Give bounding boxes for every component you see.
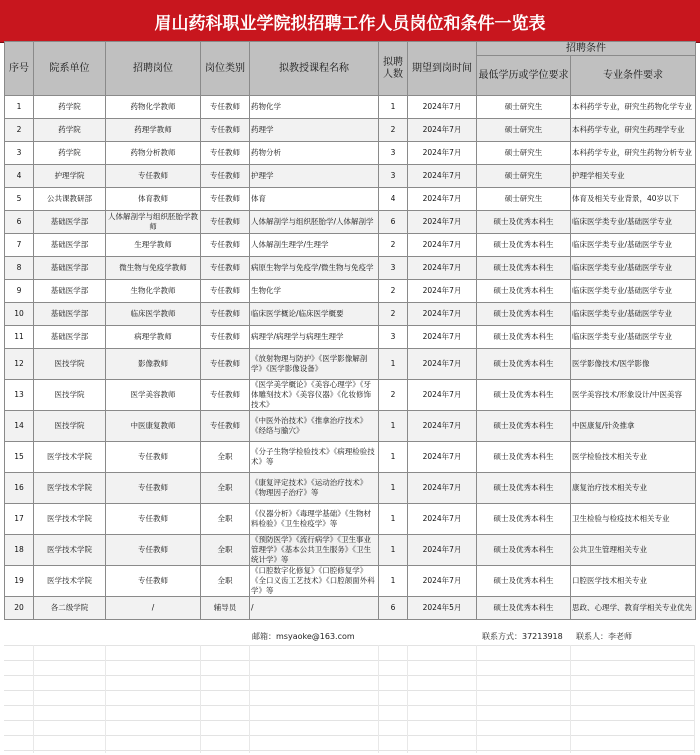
dept-cell: 医学技术学院 (34, 504, 106, 535)
date-cell: 2024年7月 (408, 504, 477, 535)
count-cell: 1 (379, 535, 408, 566)
courses-cell: 生物化学 (250, 280, 379, 303)
date-cell: 2024年7月 (408, 535, 477, 566)
courses-cell: 《口腔数字化修复》《口腔修复学》《全口义齿工艺技术》《口腔颌面外科学》等 (250, 566, 379, 597)
degree-cell: 硕士及优秀本科生 (477, 303, 571, 326)
table-row (5, 96, 696, 119)
table-row (5, 280, 696, 303)
major-cell: 康复治疗技术相关专业 (571, 473, 696, 504)
table-row (5, 411, 696, 442)
empty-column-line (476, 645, 477, 753)
dept-cell: 医技学院 (34, 380, 106, 411)
type-cell: 专任教师 (201, 380, 250, 411)
dept-cell: 基础医学部 (34, 326, 106, 349)
table-row (5, 165, 696, 188)
major-cell: 思政、心理学、教育学相关专业优先 (571, 597, 696, 620)
type-cell: 辅导员 (201, 597, 250, 620)
degree-cell: 硕士及优秀本科生 (477, 280, 571, 303)
dept-cell: 药学院 (34, 96, 106, 119)
page-title: 眉山药科职业学院拟招聘工作人员岗位和条件一览表 (0, 0, 700, 43)
degree-cell: 硕士及优秀本科生 (477, 535, 571, 566)
position-cell: 临床医学教师 (106, 303, 201, 326)
header-dept: 院系单位 (34, 42, 106, 96)
table-row (5, 257, 696, 280)
count-cell: 2 (379, 119, 408, 142)
empty-column-line (694, 645, 695, 753)
date-cell: 2024年7月 (408, 349, 477, 380)
table-row (5, 473, 696, 504)
seq-cell: 16 (5, 473, 34, 504)
count-cell: 3 (379, 257, 408, 280)
type-cell: 专任教师 (201, 303, 250, 326)
empty-column-line (105, 645, 106, 753)
courses-cell: 药物分析 (250, 142, 379, 165)
degree-cell: 硕士及优秀本科生 (477, 597, 571, 620)
type-cell: 全职 (201, 535, 250, 566)
courses-cell: 《中医外治技术》《推拿治疗技术》《经络与腧穴》 (250, 411, 379, 442)
contact-email: 邮箱：msyaoke@163.com (252, 632, 355, 641)
courses-cell: 病原生物学与免疫学/微生物与免疫学 (250, 257, 379, 280)
table-row (5, 326, 696, 349)
degree-cell: 硕士及优秀本科生 (477, 326, 571, 349)
seq-cell: 13 (5, 380, 34, 411)
position-cell: 专任教师 (106, 504, 201, 535)
date-cell: 2024年7月 (408, 442, 477, 473)
seq-cell: 11 (5, 326, 34, 349)
empty-column-line (249, 645, 250, 753)
courses-cell: 《康复评定技术》《运动治疗技术》《物理因子治疗》等 (250, 473, 379, 504)
seq-cell: 19 (5, 566, 34, 597)
position-cell: 专任教师 (106, 165, 201, 188)
empty-sheet-area (4, 645, 695, 753)
degree-cell: 硕士及优秀本科生 (477, 442, 571, 473)
position-cell: 生理学教师 (106, 234, 201, 257)
date-cell: 2024年7月 (408, 380, 477, 411)
date-cell: 2024年7月 (408, 303, 477, 326)
type-cell: 专任教师 (201, 211, 250, 234)
dept-cell: 医技学院 (34, 411, 106, 442)
dept-cell: 基础医学部 (34, 303, 106, 326)
dept-cell: 基础医学部 (34, 211, 106, 234)
type-cell: 专任教师 (201, 326, 250, 349)
position-cell: 体育教师 (106, 188, 201, 211)
position-cell: 专任教师 (106, 566, 201, 597)
date-cell: 2024年7月 (408, 566, 477, 597)
major-cell: 护理学相关专业 (571, 165, 696, 188)
header-seq: 序号 (5, 42, 34, 96)
table-row (5, 535, 696, 566)
dept-cell: 医学技术学院 (34, 566, 106, 597)
courses-cell: 临床医学概论/临床医学概要 (250, 303, 379, 326)
seq-cell: 14 (5, 411, 34, 442)
type-cell: 全职 (201, 504, 250, 535)
major-cell: 临床医学类专业/基础医学专业 (571, 326, 696, 349)
major-cell: 本科药学专业，研究生药理学专业 (571, 119, 696, 142)
type-cell: 专任教师 (201, 188, 250, 211)
seq-cell: 9 (5, 280, 34, 303)
seq-cell: 4 (5, 165, 34, 188)
count-cell: 6 (379, 597, 408, 620)
count-cell: 4 (379, 188, 408, 211)
date-cell: 2024年7月 (408, 165, 477, 188)
type-cell: 全职 (201, 566, 250, 597)
major-cell: 体育及相关专业背景，40岁以下 (571, 188, 696, 211)
empty-column-line (407, 645, 408, 753)
major-cell: 临床医学类专业/基础医学专业 (571, 257, 696, 280)
seq-cell: 10 (5, 303, 34, 326)
dept-cell: 护理学院 (34, 165, 106, 188)
courses-cell: 人体解剖生理学/生理学 (250, 234, 379, 257)
header-position: 招聘岗位 (106, 42, 201, 96)
count-cell: 3 (379, 326, 408, 349)
count-cell: 1 (379, 473, 408, 504)
degree-cell: 硕士研究生 (477, 188, 571, 211)
degree-cell: 硕士及优秀本科生 (477, 473, 571, 504)
major-cell: 临床医学类专业/基础医学专业 (571, 303, 696, 326)
table-row (5, 349, 696, 380)
table-row (5, 142, 696, 165)
date-cell: 2024年7月 (408, 280, 477, 303)
date-cell: 2024年7月 (408, 142, 477, 165)
degree-cell: 硕士及优秀本科生 (477, 411, 571, 442)
degree-cell: 硕士研究生 (477, 165, 571, 188)
major-cell: 临床医学类专业/基础医学专业 (571, 211, 696, 234)
dept-cell: 基础医学部 (34, 257, 106, 280)
courses-cell: 《放射物理与防护》《医学影像解剖学》《医学影像设备》 (250, 349, 379, 380)
degree-cell: 硕士研究生 (477, 119, 571, 142)
position-cell: 生物化学教师 (106, 280, 201, 303)
header-degree: 最低学历或学位要求 (477, 56, 571, 96)
count-cell: 1 (379, 411, 408, 442)
degree-cell: 硕士及优秀本科生 (477, 380, 571, 411)
dept-cell: 基础医学部 (34, 234, 106, 257)
type-cell: 专任教师 (201, 165, 250, 188)
courses-cell: 《医学美学概论》《美容心理学》《牙体雕刻技术》《美容仪器》《化妆修饰技术》 (250, 380, 379, 411)
seq-cell: 20 (5, 597, 34, 620)
empty-column-line (378, 645, 379, 753)
dept-cell: 公共课教研部 (34, 188, 106, 211)
degree-cell: 硕士及优秀本科生 (477, 566, 571, 597)
empty-column-line (570, 645, 571, 753)
date-cell: 2024年7月 (408, 411, 477, 442)
dept-cell: 基础医学部 (34, 280, 106, 303)
courses-cell: 药理学 (250, 119, 379, 142)
table-row (5, 303, 696, 326)
count-cell: 1 (379, 504, 408, 535)
seq-cell: 8 (5, 257, 34, 280)
seq-cell: 7 (5, 234, 34, 257)
type-cell: 专任教师 (201, 411, 250, 442)
header-major: 专业条件要求 (571, 56, 696, 96)
major-cell: 医学影像技术/医学影像 (571, 349, 696, 380)
position-cell: / (106, 597, 201, 620)
courses-cell: 病理学/病理学与病理生理学 (250, 326, 379, 349)
recruitment-table (4, 41, 696, 620)
count-cell: 2 (379, 234, 408, 257)
type-cell: 专任教师 (201, 96, 250, 119)
courses-cell: 药物化学 (250, 96, 379, 119)
major-cell: 中医康复/针灸推拿 (571, 411, 696, 442)
courses-cell: 人体解剖学与组织胚胎学/人体解剖学 (250, 211, 379, 234)
type-cell: 专任教师 (201, 349, 250, 380)
count-cell: 2 (379, 303, 408, 326)
date-cell: 2024年5月 (408, 597, 477, 620)
position-cell: 药理学教师 (106, 119, 201, 142)
count-cell: 2 (379, 380, 408, 411)
degree-cell: 硕士及优秀本科生 (477, 211, 571, 234)
empty-column-line (33, 645, 34, 753)
seq-cell: 12 (5, 349, 34, 380)
contact-person: 联系人：李老师 (576, 632, 632, 641)
dept-cell: 药学院 (34, 142, 106, 165)
courses-cell: 护理学 (250, 165, 379, 188)
count-cell: 3 (379, 165, 408, 188)
date-cell: 2024年7月 (408, 119, 477, 142)
courses-cell: 体育 (250, 188, 379, 211)
major-cell: 公共卫生管理相关专业 (571, 535, 696, 566)
header-courses: 拟教授课程名称 (250, 42, 379, 96)
table-row (5, 119, 696, 142)
seq-cell: 5 (5, 188, 34, 211)
header-conditions: 招聘条件 (477, 42, 696, 56)
position-cell: 医学美容教师 (106, 380, 201, 411)
position-cell: 药物分析教师 (106, 142, 201, 165)
major-cell: 医学检验技术相关专业 (571, 442, 696, 473)
seq-cell: 15 (5, 442, 34, 473)
dept-cell: 医技学院 (34, 349, 106, 380)
empty-column-line (200, 645, 201, 753)
date-cell: 2024年7月 (408, 234, 477, 257)
table-row (5, 442, 696, 473)
date-cell: 2024年7月 (408, 257, 477, 280)
major-cell: 本科药学专业，研究生药物化学专业 (571, 96, 696, 119)
date-cell: 2024年7月 (408, 96, 477, 119)
header-date: 期望到岗时间 (408, 42, 477, 96)
seq-cell: 18 (5, 535, 34, 566)
seq-cell: 2 (5, 119, 34, 142)
table-row (5, 597, 696, 620)
courses-cell: 《仪器分析》《毒理学基础》《生物材料检验》《卫生检疫学》等 (250, 504, 379, 535)
major-cell: 临床医学类专业/基础医学专业 (571, 234, 696, 257)
contact-phone: 联系方式：37213918 (482, 632, 563, 641)
position-cell: 专任教师 (106, 535, 201, 566)
table-row (5, 504, 696, 535)
header-type: 岗位类别 (201, 42, 250, 96)
count-cell: 2 (379, 280, 408, 303)
count-cell: 6 (379, 211, 408, 234)
dept-cell: 医学技术学院 (34, 535, 106, 566)
table-row (5, 566, 696, 597)
type-cell: 全职 (201, 473, 250, 504)
count-cell: 1 (379, 442, 408, 473)
position-cell: 人体解剖学与组织胚胎学教师 (106, 211, 201, 234)
degree-cell: 硕士及优秀本科生 (477, 257, 571, 280)
position-cell: 病理学教师 (106, 326, 201, 349)
position-cell: 微生物与免疫学教师 (106, 257, 201, 280)
table-row (5, 234, 696, 257)
date-cell: 2024年7月 (408, 326, 477, 349)
header-count: 拟聘人数 (379, 42, 408, 96)
position-cell: 影像教师 (106, 349, 201, 380)
degree-cell: 硕士及优秀本科生 (477, 504, 571, 535)
date-cell: 2024年7月 (408, 211, 477, 234)
major-cell: 临床医学类专业/基础医学专业 (571, 280, 696, 303)
dept-cell: 药学院 (34, 119, 106, 142)
type-cell: 全职 (201, 442, 250, 473)
table-row (5, 211, 696, 234)
position-cell: 中医康复教师 (106, 411, 201, 442)
degree-cell: 硕士研究生 (477, 142, 571, 165)
table-row (5, 188, 696, 211)
dept-cell: 医学技术学院 (34, 442, 106, 473)
table-row (5, 380, 696, 411)
type-cell: 专任教师 (201, 257, 250, 280)
type-cell: 专任教师 (201, 280, 250, 303)
contact-footer (4, 630, 695, 644)
count-cell: 1 (379, 566, 408, 597)
seq-cell: 1 (5, 96, 34, 119)
dept-cell: 医学技术学院 (34, 473, 106, 504)
major-cell: 口腔医学技术相关专业 (571, 566, 696, 597)
date-cell: 2024年7月 (408, 473, 477, 504)
dept-cell: 各二级学院 (34, 597, 106, 620)
date-cell: 2024年7月 (408, 188, 477, 211)
type-cell: 专任教师 (201, 119, 250, 142)
degree-cell: 硕士研究生 (477, 96, 571, 119)
seq-cell: 3 (5, 142, 34, 165)
degree-cell: 硕士及优秀本科生 (477, 234, 571, 257)
seq-cell: 6 (5, 211, 34, 234)
degree-cell: 硕士及优秀本科生 (477, 349, 571, 380)
major-cell: 卫生检验与检疫技术相关专业 (571, 504, 696, 535)
position-cell: 专任教师 (106, 473, 201, 504)
seq-cell: 17 (5, 504, 34, 535)
courses-cell: / (250, 597, 379, 620)
count-cell: 1 (379, 349, 408, 380)
courses-cell: 《预防医学》《流行病学》《卫生事业管理学》《基本公共卫生服务》《卫生统计学》等 (250, 535, 379, 566)
position-cell: 专任教师 (106, 442, 201, 473)
major-cell: 医学美容技术/形象设计/中医美容 (571, 380, 696, 411)
count-cell: 1 (379, 96, 408, 119)
major-cell: 本科药学专业，研究生药物分析专业 (571, 142, 696, 165)
count-cell: 3 (379, 142, 408, 165)
type-cell: 专任教师 (201, 234, 250, 257)
courses-cell: 《分子生物学检验技术》《病理检验技术》等 (250, 442, 379, 473)
type-cell: 专任教师 (201, 142, 250, 165)
position-cell: 药物化学教师 (106, 96, 201, 119)
